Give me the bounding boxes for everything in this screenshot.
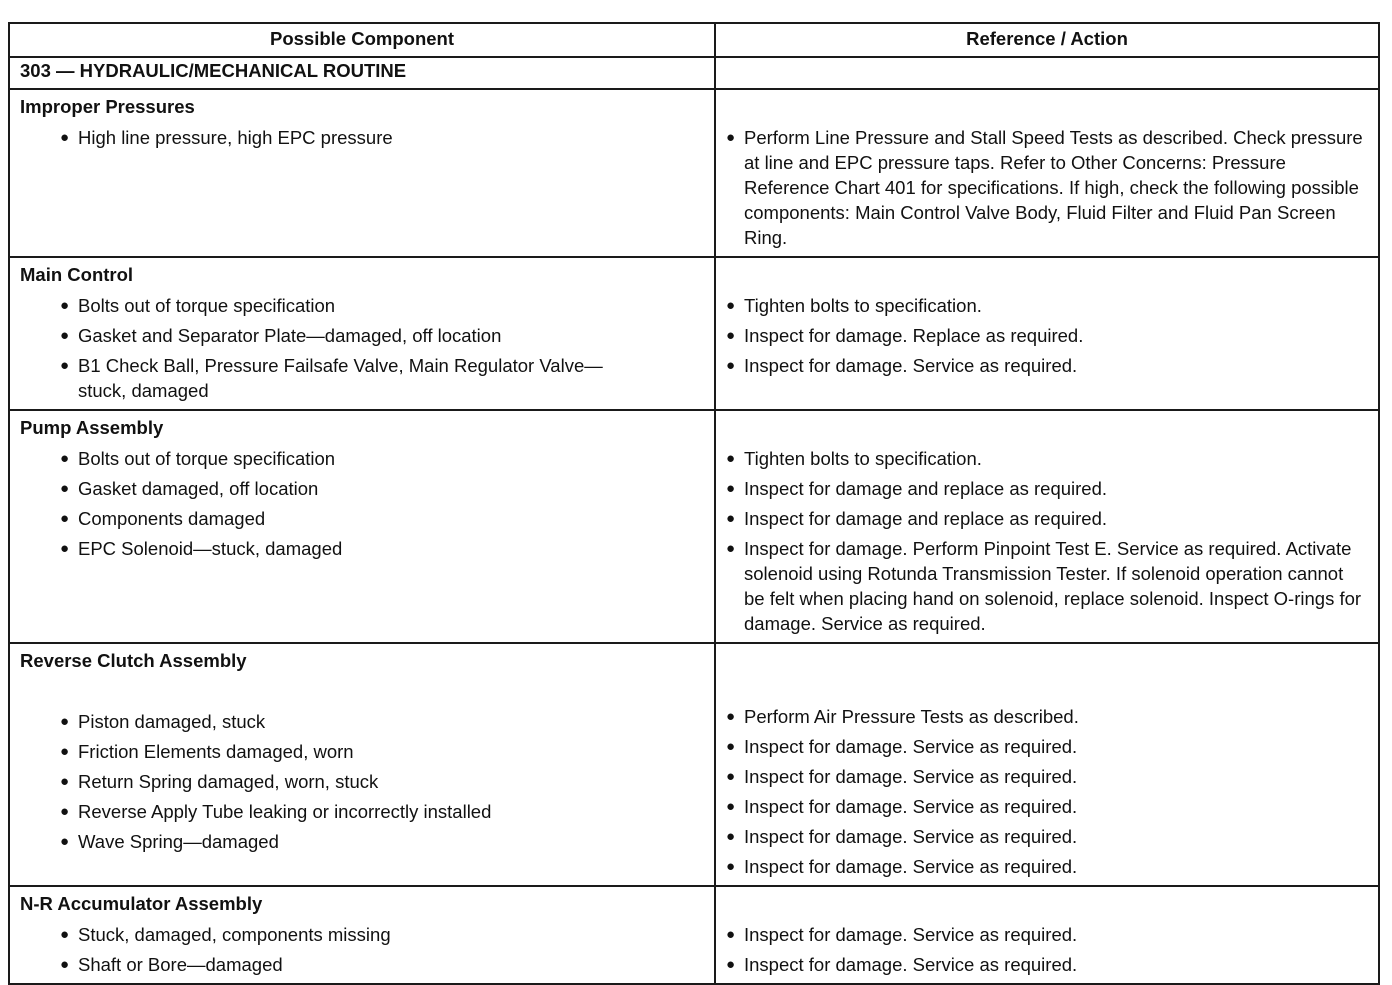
action-item: ● Inspect for damage. Service as required. [726, 353, 1368, 378]
action-cell [715, 643, 1379, 886]
component-item: ● Piston damaged, stuck [20, 709, 704, 734]
section-nr-accumulator-assembly [9, 886, 1379, 984]
component-item: ● Bolts out of torque specification [20, 293, 704, 318]
action-item: ● Inspect for damage. Replace as required. [726, 323, 1368, 348]
routine-code-label: 303 — HYDRAULIC/MECHANICAL ROUTINE [20, 60, 407, 81]
action-item: ● Inspect for damage. Service as required. [726, 854, 1368, 879]
component-item: ● Bolts out of torque specification [20, 446, 704, 471]
action-item: ● Tighten bolts to specification. [726, 446, 1368, 471]
section-title: Improper Pressures [20, 96, 195, 117]
action-item: ● Tighten bolts to specification. [726, 293, 1368, 318]
component-item: ● Return Spring damaged, worn, stuck [20, 769, 704, 794]
action-item: ● Inspect for damage. Service as required. [726, 952, 1368, 977]
action-cell [715, 257, 1379, 410]
diagnostic-table [8, 22, 1380, 985]
action-item: ● Inspect for damage and replace as required. [726, 476, 1368, 501]
component-cell [9, 257, 715, 410]
component-item: ● Gasket and Separator Plate—damaged, off location [20, 323, 704, 348]
action-item: ● Inspect for damage and replace as required. [726, 506, 1368, 531]
section-pump-assembly [9, 410, 1379, 643]
component-item: ● EPC Solenoid—stuck, damaged [20, 536, 704, 561]
section-reverse-clutch-assembly [9, 643, 1379, 886]
header-possible-component: Possible Component [9, 23, 715, 57]
action-item: ● Perform Line Pressure and Stall Speed Tests as described. Check pressure at line and EPC pressure taps. Refer to Other Concerns: Pressure Reference Chart 401 for specifications. If high, check the following possible components: Main Control Valve Body, Fluid Filter and Fluid Pan Screen Ring. [726, 125, 1368, 250]
action-cell [715, 886, 1379, 984]
component-item: ● Friction Elements damaged, worn [20, 739, 704, 764]
component-item: ● Components damaged [20, 506, 704, 531]
header-reference-action: Reference / Action [715, 23, 1379, 57]
action-item: ● Inspect for damage. Service as required. [726, 734, 1368, 759]
component-item: ● Stuck, damaged, components missing [20, 922, 704, 947]
section-main-control [9, 257, 1379, 410]
component-item: ● High line pressure, high EPC pressure [20, 125, 704, 150]
component-item: ● Shaft or Bore—damaged [20, 952, 704, 977]
section-title: Main Control [20, 264, 134, 285]
action-item: ● Perform Air Pressure Tests as described. [726, 704, 1368, 729]
routine-empty-cell [715, 57, 1379, 89]
component-item: ● Reverse Apply Tube leaking or incorrectly installed [20, 799, 704, 824]
action-cell [715, 89, 1379, 257]
routine-label [9, 57, 715, 89]
section-improper-pressures [9, 89, 1379, 257]
component-cell [9, 643, 715, 886]
section-title: Reverse Clutch Assembly [20, 650, 247, 671]
action-item: ● Inspect for damage. Service as required. [726, 922, 1368, 947]
component-item: ● B1 Check Ball, Pressure Failsafe Valve, Main Regulator Valve—stuck, damaged [20, 353, 638, 403]
component-cell [9, 89, 715, 257]
action-item: ● Inspect for damage. Service as required. [726, 824, 1368, 849]
component-cell [9, 410, 715, 643]
section-title: N-R Accumulator Assembly [20, 893, 263, 914]
action-item: ● Inspect for damage. Service as required. [726, 764, 1368, 789]
component-item: ● Wave Spring—damaged [20, 829, 704, 854]
component-cell [9, 886, 715, 984]
routine-row [9, 57, 1379, 89]
action-item: ● Inspect for damage. Perform Pinpoint Test E. Service as required. Activate solenoid using Rotunda Transmission Tester. If solenoid operation cannot be felt when placing hand on solenoid, replace solenoid. Inspect O-rings for damage. Service as required. [726, 536, 1368, 636]
header-row [9, 23, 1379, 57]
section-title: Pump Assembly [20, 417, 164, 438]
component-item: ● Gasket damaged, off location [20, 476, 704, 501]
action-item: ● Inspect for damage. Service as required. [726, 794, 1368, 819]
action-cell [715, 410, 1379, 643]
